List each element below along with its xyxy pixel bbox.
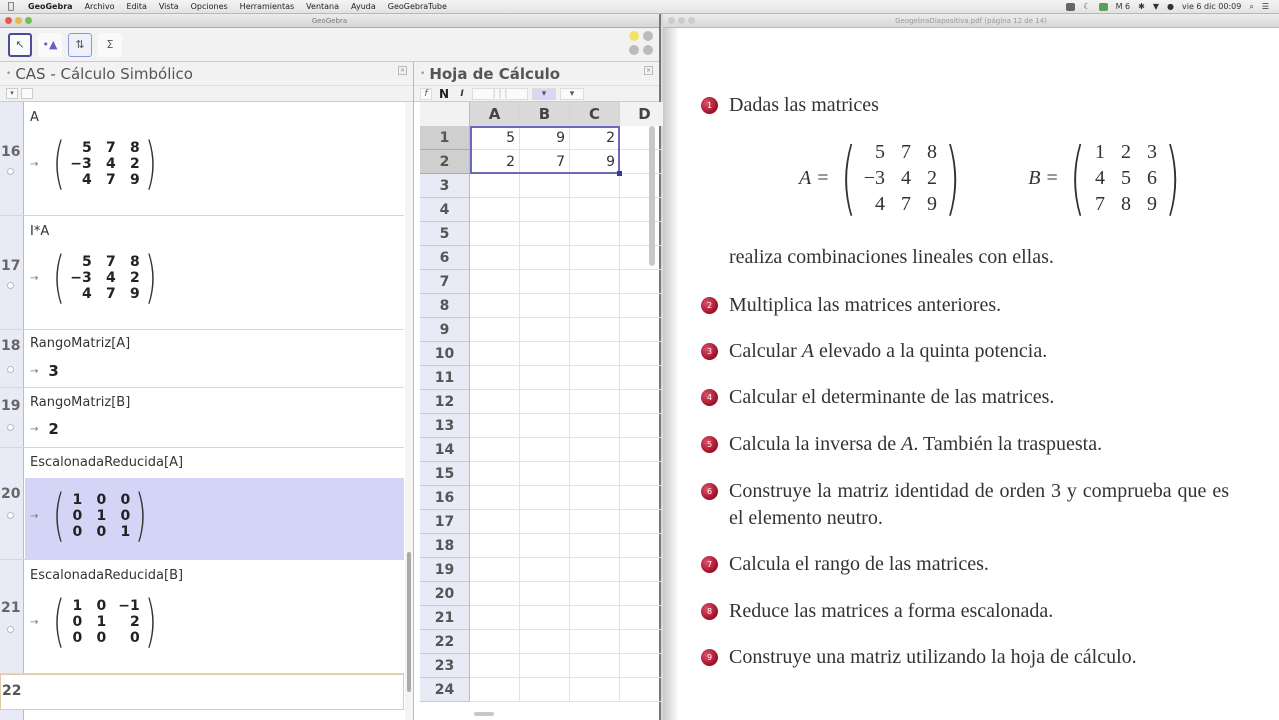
bluetooth-icon[interactable]: ✱ (1138, 2, 1145, 11)
column-header-d[interactable]: D (620, 102, 670, 126)
cas-row-marker-icon[interactable] (7, 282, 14, 289)
row-header[interactable]: 2 (420, 150, 470, 174)
cas-input[interactable]: RangoMatriz[A] (30, 336, 131, 351)
cas-row-marker-icon[interactable] (7, 626, 14, 633)
spreadsheet-row (420, 582, 670, 606)
exercise-followup: realiza combinaciones lineales con ellas. (729, 246, 1054, 268)
menu-ventana[interactable]: Ventana (306, 2, 340, 11)
row-header[interactable]: 10 (420, 342, 470, 366)
bullet-9-icon: 9 (701, 649, 718, 666)
spreadsheet-cell[interactable] (470, 174, 520, 198)
row-header[interactable]: 16 (420, 486, 470, 510)
close-window-button[interactable] (5, 17, 12, 24)
cas-output (30, 483, 152, 548)
row-header[interactable]: 19 (420, 558, 470, 582)
spreadsheet-cell[interactable] (520, 510, 570, 534)
row-header[interactable]: 4 (420, 198, 470, 222)
mac-menubar (0, 0, 1279, 14)
spreadsheet-cell[interactable] (520, 678, 570, 702)
cas-row[interactable] (0, 560, 404, 674)
spreadsheet-cell[interactable] (570, 510, 620, 534)
spreadsheet-cell[interactable] (520, 414, 570, 438)
cas-rows (0, 102, 414, 720)
spreadsheet-cell[interactable] (470, 582, 520, 606)
output-matrix: ( 1 0 0 0 1 0 0 0 1 ) (53, 483, 148, 548)
result-arrow-icon: → (30, 510, 39, 522)
row-header[interactable]: 14 (420, 438, 470, 462)
bold-button[interactable]: N (439, 86, 450, 101)
cas-input[interactable]: EscalonadaReducida[A] (30, 455, 184, 470)
menu-vista[interactable]: Vista (158, 2, 179, 11)
spreadsheet-cell[interactable] (470, 654, 520, 678)
cursor-arrow-icon: ↖ (15, 38, 25, 51)
spreadsheet-cell[interactable] (570, 582, 620, 606)
cas-style-button[interactable] (21, 88, 33, 99)
cas-input[interactable]: RangoMatriz[B] (30, 395, 131, 410)
spreadsheet-row (420, 246, 670, 270)
moon-icon[interactable]: ☾ (1083, 2, 1091, 11)
menu-opciones[interactable]: Opciones (190, 2, 228, 11)
spreadsheet-cell[interactable] (520, 582, 570, 606)
spreadsheet-row (420, 174, 670, 198)
redo-icon[interactable] (643, 31, 653, 41)
close-panel-icon[interactable]: × (399, 67, 406, 74)
spreadsheet-row (420, 342, 670, 366)
bullet-4-icon: 4 (701, 389, 718, 406)
spreadsheet-cell[interactable] (570, 198, 620, 222)
panel-drag-icon[interactable]: • (6, 68, 12, 79)
spreadsheet-cell[interactable] (570, 558, 620, 582)
row-header[interactable]: 20 (420, 582, 470, 606)
column-header-b[interactable]: B (520, 102, 570, 126)
spreadsheet-row (420, 438, 670, 462)
cas-row[interactable] (0, 102, 404, 216)
bullet-2-icon: 2 (701, 297, 718, 314)
sum-tool-button[interactable] (98, 33, 122, 57)
cas-panel-header (0, 62, 413, 86)
output-value: 2 (48, 420, 59, 438)
spreadsheet-cell[interactable] (520, 534, 570, 558)
spreadsheet-cell[interactable] (570, 678, 620, 702)
cas-row-number: 21 (1, 600, 21, 616)
cas-output (30, 362, 59, 380)
status-area (1066, 2, 1279, 12)
spreadsheet-cell[interactable] (570, 486, 620, 510)
cas-style-bar (0, 86, 413, 102)
cas-row-marker-icon[interactable] (7, 366, 14, 373)
menu-geogebra[interactable]: GeoGebra (28, 2, 73, 11)
exercise-item (701, 92, 1249, 119)
cas-style-toggle-button[interactable]: ▾ (6, 88, 18, 99)
bullet-8-icon: 8 (701, 603, 718, 620)
result-arrow-icon: → (30, 365, 39, 377)
spreadsheet-cell[interactable] (470, 222, 520, 246)
exercise-item: 6 Construye la matriz identidad de orden 3 y comprueba que es el elemento neutro. (701, 478, 1229, 532)
spreadsheet-cell[interactable] (470, 486, 520, 510)
toolbar-right-icons (629, 31, 653, 55)
cas-input[interactable]: I*A (30, 224, 50, 239)
spreadsheet-grid (420, 102, 670, 702)
row-header[interactable]: 21 (420, 606, 470, 630)
spreadsheet-row (420, 510, 670, 534)
spreadsheet-row (420, 366, 670, 390)
row-header[interactable]: 24 (420, 678, 470, 702)
column-header-c[interactable]: C (570, 102, 620, 126)
spotlight-search-icon[interactable]: ⌕ (1249, 1, 1254, 11)
spreadsheet-cell[interactable] (470, 678, 520, 702)
cas-row-number: 20 (1, 486, 21, 502)
cas-output (30, 245, 162, 310)
spreadsheet-style-bar (414, 86, 659, 102)
window-controls (5, 17, 32, 24)
display-icon[interactable] (1066, 3, 1075, 11)
row-header[interactable]: 15 (420, 462, 470, 486)
spreadsheet-row (420, 150, 670, 174)
app-status-icon[interactable] (1099, 3, 1108, 11)
spreadsheet-cell[interactable] (520, 366, 570, 390)
spreadsheet-cell[interactable] (470, 318, 520, 342)
spreadsheet-cell[interactable] (570, 462, 620, 486)
help-icon[interactable] (629, 45, 639, 55)
menu-edita[interactable]: Edita (126, 2, 147, 11)
apple-menu-icon[interactable] (0, 1, 22, 12)
cas-scrollbar[interactable] (405, 102, 413, 720)
spreadsheet-cell[interactable] (520, 654, 570, 678)
spreadsheet-cell[interactable] (520, 222, 570, 246)
spreadsheet-panel (414, 62, 659, 720)
status-text[interactable]: M 6 (1115, 2, 1131, 11)
cas-row-number: 18 (1, 338, 21, 354)
settings-icon[interactable] (643, 45, 653, 55)
cas-input[interactable]: A (30, 110, 39, 125)
spreadsheet-cell[interactable] (520, 606, 570, 630)
spreadsheet-cell[interactable]: 2 (470, 150, 520, 174)
spreadsheet-cell[interactable]: 9 (570, 150, 620, 174)
cas-row-number: 19 (1, 398, 21, 414)
panel-drag-icon[interactable]: • (420, 68, 426, 79)
left-paren: ( (53, 131, 66, 196)
exercise-item: 2 Multiplica las matrices anteriores. (701, 292, 1249, 319)
spreadsheet-row (420, 390, 670, 414)
menu-ayuda[interactable]: Ayuda (351, 2, 376, 11)
bullet-5-icon: 5 (701, 436, 718, 453)
cas-row-number: 16 (1, 144, 21, 160)
spreadsheet-cell[interactable] (520, 270, 570, 294)
point-triangle-icon: •▲ (42, 38, 58, 51)
spreadsheet-cell[interactable] (470, 366, 520, 390)
spreadsheet-cell[interactable] (570, 654, 620, 678)
right-paren: ) (144, 131, 157, 196)
spreadsheet-cell[interactable] (520, 342, 570, 366)
bullet-7-icon: 7 (701, 556, 718, 573)
spreadsheet-cell[interactable] (570, 390, 620, 414)
spreadsheet-cell[interactable] (570, 534, 620, 558)
spreadsheet-cell[interactable] (520, 438, 570, 462)
exercise-item: 7 Calcula el rango de las matrices. (701, 551, 1249, 578)
window-controls (668, 17, 695, 24)
spreadsheet-cell[interactable] (470, 390, 520, 414)
geogebra-titlebar (0, 14, 659, 28)
spreadsheet-cell[interactable] (470, 606, 520, 630)
bullet-1-icon: 1 (701, 97, 718, 114)
close-panel-icon[interactable]: × (645, 67, 652, 74)
spreadsheet-cell[interactable] (570, 606, 620, 630)
spreadsheet-row (420, 198, 670, 222)
spreadsheet-cell[interactable] (520, 318, 570, 342)
spreadsheet-cell[interactable] (470, 462, 520, 486)
spreadsheet-row (420, 462, 670, 486)
spreadsheet-cell[interactable] (520, 558, 570, 582)
spreadsheet-panel-title: Hoja de Cálculo (429, 64, 561, 83)
spreadsheet-row (420, 534, 670, 558)
italic-button[interactable]: I (460, 88, 464, 99)
spreadsheet-row (420, 294, 670, 318)
spreadsheet-cell[interactable] (520, 390, 570, 414)
cas-panel-title: CAS - Cálculo Simbólico (15, 64, 193, 83)
spreadsheet-cell[interactable] (470, 246, 520, 270)
cas-output (30, 589, 162, 654)
zoom-window-button[interactable] (25, 17, 32, 24)
sort-arrows-icon: ⇅ (75, 38, 85, 51)
spreadsheet-row (420, 270, 670, 294)
page-shadow (663, 28, 679, 720)
row-header[interactable]: 13 (420, 414, 470, 438)
exercise-text: Dadas las matrices (729, 94, 879, 116)
row-header[interactable]: 1 (420, 126, 470, 150)
column-header-a[interactable]: A (470, 102, 520, 126)
bullet-6-icon: 6 (701, 483, 718, 500)
output-matrix: ( 5 7 8 −3 4 2 4 7 9 ) (53, 245, 157, 310)
matrix-a-label: A (799, 166, 812, 189)
spreadsheet-vertical-scrollbar[interactable] (649, 126, 655, 266)
spreadsheet-cell[interactable] (470, 414, 520, 438)
exercise-item: 4 Calcular el determinante de las matrices. (701, 384, 1249, 411)
pdf-viewer-window (663, 14, 1279, 720)
cas-row-empty-input[interactable] (0, 674, 404, 710)
spreadsheet-cell[interactable] (470, 534, 520, 558)
spreadsheet-row (420, 678, 670, 702)
row-header[interactable]: 17 (420, 510, 470, 534)
spreadsheet-cell[interactable] (520, 174, 570, 198)
row-header[interactable]: 9 (420, 318, 470, 342)
spreadsheet-body (420, 126, 670, 702)
spreadsheet-row (420, 486, 670, 510)
exercise-item: 3 Calcular A elevado a la quinta potencia. (701, 338, 1249, 365)
spreadsheet-row (420, 606, 670, 630)
spreadsheet-cell[interactable] (470, 198, 520, 222)
spreadsheet-cell[interactable]: 7 (520, 150, 570, 174)
border-style-dropdown[interactable]: ▾ (560, 88, 584, 100)
row-header[interactable]: 6 (420, 246, 470, 270)
spreadsheet-row (420, 318, 670, 342)
spreadsheet-cell[interactable] (570, 270, 620, 294)
notification-center-icon[interactable]: ☰ (1261, 2, 1269, 11)
spreadsheet-row (420, 630, 670, 654)
spreadsheet-cell[interactable] (520, 294, 570, 318)
spreadsheet-cell[interactable] (470, 270, 520, 294)
menu-archivo[interactable]: Archivo (84, 2, 115, 11)
spreadsheet-cell[interactable]: 5 (470, 126, 520, 150)
volume-icon[interactable]: ● (1167, 2, 1174, 11)
clock[interactable]: vie 6 dic 00:09 (1181, 2, 1242, 11)
matrix-b: ( 1 2 3 4 5 6 7 8 9 ) (1069, 131, 1181, 224)
menu-geogebratube[interactable]: GeoGebraTube (387, 2, 447, 11)
row-header[interactable]: 22 (420, 630, 470, 654)
cas-row-marker-icon[interactable] (7, 168, 14, 175)
spreadsheet-row (420, 222, 670, 246)
spreadsheet-cell[interactable] (470, 342, 520, 366)
spreadsheet-cell[interactable] (570, 294, 620, 318)
spreadsheet-cell[interactable] (520, 462, 570, 486)
cas-output (30, 131, 162, 196)
cas-output (30, 420, 59, 438)
cas-row-selected[interactable] (0, 448, 404, 560)
spreadsheet-cell[interactable] (470, 438, 520, 462)
exercise-item: 9 Construye una matriz utilizando la hoja de cálculo. (701, 644, 1249, 671)
spreadsheet-cell[interactable] (570, 630, 620, 654)
pdf-window-title: GeogebraDiapositiva.pdf (página 12 de 14) (895, 17, 1047, 25)
spreadsheet-cell[interactable] (520, 246, 570, 270)
formula-button[interactable]: f (420, 88, 432, 100)
minimize-window-button[interactable] (15, 17, 22, 24)
row-header[interactable]: 7 (420, 270, 470, 294)
close-window-button[interactable] (668, 17, 675, 24)
move-tool-button[interactable] (8, 33, 32, 57)
spreadsheet-cell[interactable] (470, 630, 520, 654)
row-header[interactable]: 5 (420, 222, 470, 246)
cas-row-number: 17 (1, 258, 21, 274)
cas-row[interactable] (0, 388, 404, 448)
exercise-item: 5 Calcula la inversa de A. También la traspuesta. (701, 431, 1249, 458)
spreadsheet-cell[interactable] (470, 294, 520, 318)
result-arrow-icon: → (30, 272, 39, 284)
alignment-buttons[interactable]: | | | (472, 88, 528, 100)
cas-panel (0, 62, 414, 720)
spreadsheet-cell[interactable] (570, 414, 620, 438)
cas-input[interactable]: EscalonadaReducida[B] (30, 568, 184, 583)
spreadsheet-row (420, 126, 670, 150)
bullet-3-icon: 3 (701, 343, 718, 360)
output-matrix: ( 1 0 −1 0 1 2 0 0 0 ) (53, 589, 157, 654)
menu-herramientas[interactable]: Herramientas (239, 2, 295, 11)
matrix-a: ( 5 7 8 −3 4 2 4 7 9 ) (840, 131, 961, 224)
spreadsheet-cell[interactable] (570, 222, 620, 246)
exercise-item: 8 Reduce las matrices a forma escalonada. (701, 598, 1249, 625)
sigma-icon: Σ (106, 38, 114, 51)
matrix-b-label: B (1028, 166, 1041, 189)
spreadsheet-cell[interactable] (520, 198, 570, 222)
row-header[interactable]: 11 (420, 366, 470, 390)
result-arrow-icon: → (30, 423, 39, 435)
spreadsheet-horizontal-scrollbar[interactable] (474, 712, 494, 716)
cas-row[interactable] (0, 330, 404, 388)
cas-row[interactable] (0, 216, 404, 330)
spreadsheet-cell[interactable] (570, 342, 620, 366)
geogebra-toolbar (0, 28, 659, 62)
background-color-dropdown[interactable]: ▾ (532, 88, 556, 100)
spreadsheet-cell[interactable] (570, 318, 620, 342)
spreadsheet-row (420, 414, 670, 438)
output-matrix: ( 5 7 8 −3 4 2 4 7 9 ) (53, 131, 157, 196)
spreadsheet-cell[interactable] (570, 438, 620, 462)
minimize-window-button[interactable] (678, 17, 685, 24)
row-header[interactable]: 8 (420, 294, 470, 318)
spreadsheet-cell[interactable] (470, 558, 520, 582)
spreadsheet-cell[interactable] (570, 366, 620, 390)
spreadsheet-cell[interactable] (470, 510, 520, 534)
result-arrow-icon: → (30, 616, 39, 628)
spreadsheet-panel-header (414, 62, 659, 86)
cas-scrollbar-thumb[interactable] (407, 552, 411, 692)
row-header[interactable]: 3 (420, 174, 470, 198)
zoom-window-button[interactable] (688, 17, 695, 24)
window-title: GeoGebra (311, 17, 348, 25)
spreadsheet-cell[interactable] (570, 174, 620, 198)
spreadsheet-tool-button[interactable] (68, 33, 92, 57)
wifi-icon[interactable]: ▼ (1152, 2, 1159, 11)
undo-icon[interactable] (629, 31, 639, 41)
spreadsheet-cell[interactable] (520, 486, 570, 510)
column-header-row (420, 102, 670, 126)
pdf-titlebar (663, 14, 1279, 28)
result-arrow-icon: → (30, 158, 39, 170)
row-header[interactable]: 12 (420, 390, 470, 414)
spreadsheet-row (420, 558, 670, 582)
point-tool-button[interactable] (38, 33, 62, 57)
spreadsheet-cell[interactable] (520, 630, 570, 654)
geogebra-window (0, 14, 661, 720)
spreadsheet-cell[interactable]: 2 (570, 126, 620, 150)
output-value: 3 (48, 362, 59, 380)
spreadsheet-cell[interactable] (570, 246, 620, 270)
row-header[interactable]: 23 (420, 654, 470, 678)
select-all-corner[interactable] (420, 102, 470, 126)
cas-row-number: 22 (2, 683, 22, 699)
matrix-definitions: A = ( 5 7 8 −3 4 2 4 7 9 ) B = ( 1 2 3 4 5 6 7 8 9 ) (799, 138, 1188, 218)
spreadsheet-cell[interactable]: 9 (520, 126, 570, 150)
spreadsheet-row (420, 654, 670, 678)
row-header[interactable]: 18 (420, 534, 470, 558)
cas-row-marker-icon[interactable] (7, 512, 14, 519)
cas-row-marker-icon[interactable] (7, 424, 14, 431)
